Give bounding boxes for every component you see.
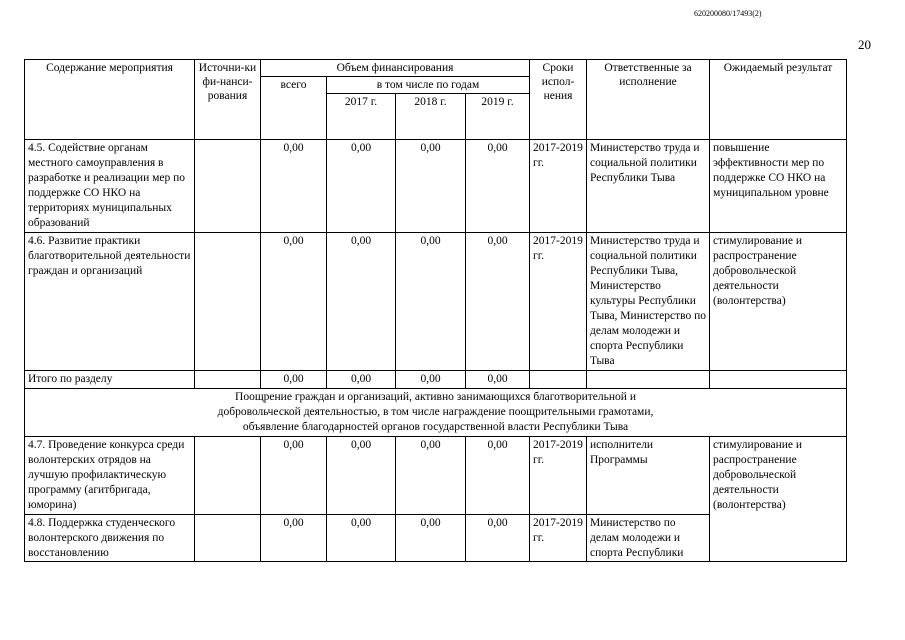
cell-2017: 0,00: [327, 515, 396, 562]
cell-2018: 0,00: [396, 140, 466, 233]
cell-responsible: Министерство труда и социальной политики Республики Тыва, Министерство культуры Республики Тыва, Министерство по делам молодежи и спорта Республики Тыва: [587, 233, 710, 371]
subtotal-total: 0,00: [261, 371, 327, 389]
program-activities-table: [24, 59, 847, 562]
cell-content: 4.7. Проведение конкурса среди волонтерских отрядов на лучшую профилактическую программу (агитбригада, юморина): [25, 437, 195, 515]
header-funding: Объем финансирования: [261, 60, 530, 77]
header-content: Содержание мероприятия: [25, 60, 195, 140]
header-2019: 2019 г.: [466, 94, 530, 140]
cell-total: 0,00: [261, 233, 327, 371]
cell-2018: 0,00: [396, 233, 466, 371]
cell-2019: 0,00: [466, 140, 530, 233]
cell-2017: 0,00: [327, 140, 396, 233]
cell-result: [710, 371, 847, 389]
table-row: [25, 140, 847, 233]
cell-source: [195, 437, 261, 515]
subtotal-2017: 0,00: [327, 371, 396, 389]
cell-content: 4.5. Содействие органам местного самоуправления в разработке и реализации мер по поддержке СО НКО на территориях муниципальных образований: [25, 140, 195, 233]
cell-result: стимулирование и распространение добровольческой деятельности (волонтерства): [710, 233, 847, 371]
cell-2018: 0,00: [396, 515, 466, 562]
cell-responsible: исполнители Программы: [587, 437, 710, 515]
subtotal-2018: 0,00: [396, 371, 466, 389]
cell-responsible: Министерство по делам молодежи и спорта Республики: [587, 515, 710, 562]
cell-source: [195, 140, 261, 233]
cell-terms: [530, 371, 587, 389]
cell-responsible: Министерство труда и социальной политики Республики Тыва: [587, 140, 710, 233]
cell-source: [195, 233, 261, 371]
header-terms: Сроки испол-нения: [530, 60, 587, 140]
table-row: [25, 437, 847, 515]
subtotal-label: Итого по разделу: [25, 371, 195, 389]
section-title: Поощрение граждан и организаций, активно занимающихся благотворительной и добровольческой деятельностью, в том числе награждение поощрительными грамотами, объявление благодарностей органов государственной власти Республики Тыва: [25, 389, 847, 437]
cell-2019: 0,00: [466, 437, 530, 515]
table-header-row: [25, 60, 847, 77]
subtotal-row: [25, 371, 847, 389]
cell-result: повышение эффективности мер по поддержке СО НКО на муниципальном уровне: [710, 140, 847, 233]
cell-terms: 2017-2019 гг.: [530, 515, 587, 562]
cell-source: [195, 515, 261, 562]
document-id: 620200080/17493(2): [694, 9, 762, 18]
header-sources: Источни-ки фи-нанси-рования: [195, 60, 261, 140]
cell-total: 0,00: [261, 140, 327, 233]
cell-source: [195, 371, 261, 389]
cell-content: 4.8. Поддержка студенческого волонтерского движения по восстановлению: [25, 515, 195, 562]
cell-total: 0,00: [261, 437, 327, 515]
header-2017: 2017 г.: [327, 94, 396, 140]
subtotal-2019: 0,00: [466, 371, 530, 389]
cell-2017: 0,00: [327, 437, 396, 515]
section-title-row: [25, 389, 847, 437]
cell-terms: 2017-2019 гг.: [530, 437, 587, 515]
cell-terms: 2017-2019 гг.: [530, 233, 587, 371]
cell-2019: 0,00: [466, 515, 530, 562]
cell-result: стимулирование и распространение добровольческой деятельности (волонтерства): [710, 437, 847, 562]
table-row: [25, 233, 847, 371]
cell-content: 4.6. Развитие практики благотворительной деятельности граждан и организаций: [25, 233, 195, 371]
header-result: Ожидаемый результат: [710, 60, 847, 140]
cell-total: 0,00: [261, 515, 327, 562]
cell-terms: 2017-2019 гг.: [530, 140, 587, 233]
header-2018: 2018 г.: [396, 94, 466, 140]
header-total: всего: [261, 77, 327, 140]
header-responsible: Ответственные за исполнение: [587, 60, 710, 140]
cell-2018: 0,00: [396, 437, 466, 515]
cell-2019: 0,00: [466, 233, 530, 371]
header-by-years: в том числе по годам: [327, 77, 530, 94]
cell-2017: 0,00: [327, 233, 396, 371]
cell-responsible: [587, 371, 710, 389]
page-number: 20: [858, 37, 871, 52]
